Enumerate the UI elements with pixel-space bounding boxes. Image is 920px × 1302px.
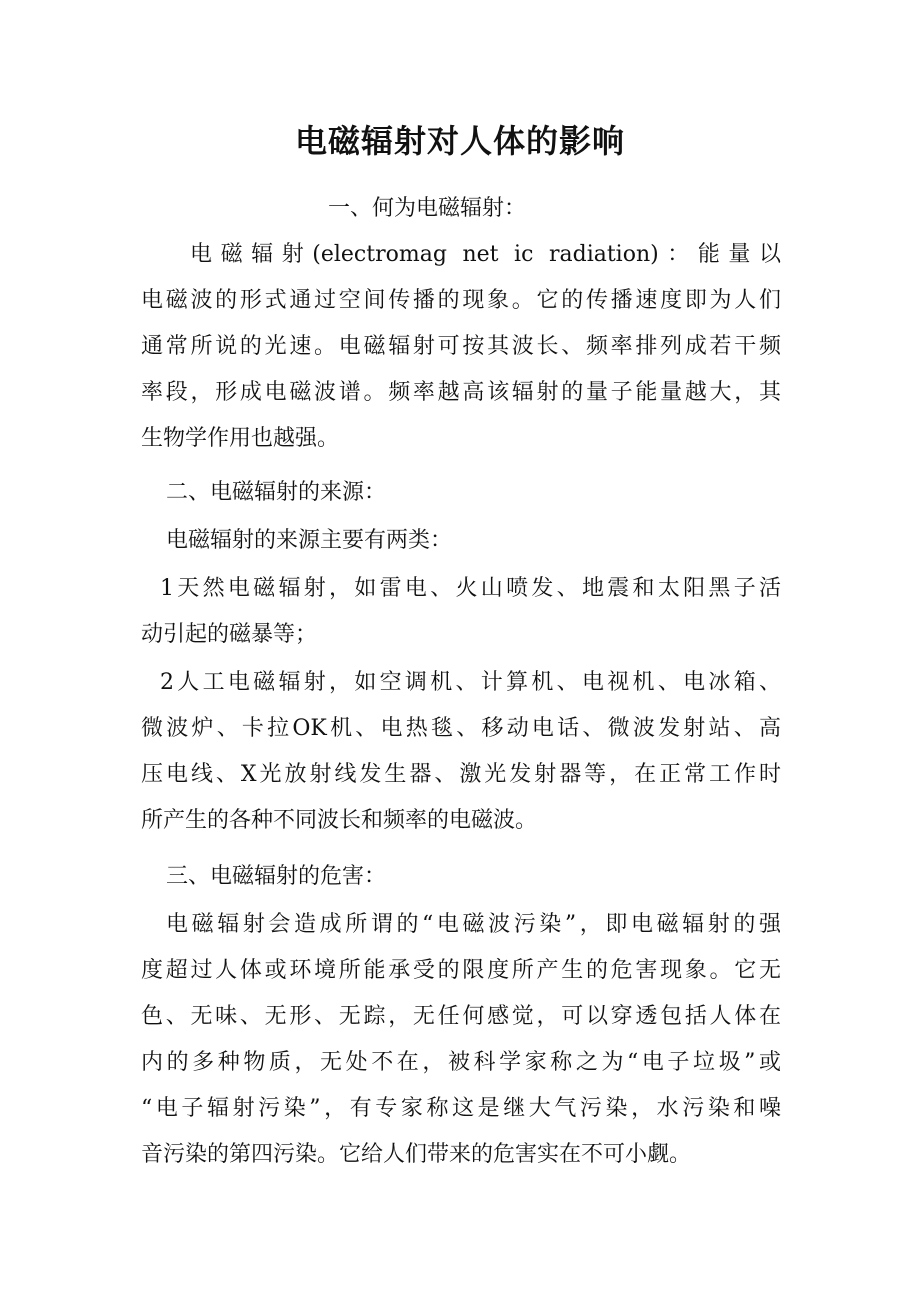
paragraph-line: 音污染的第四污染。它给人们带来的危害实在不可小觑。	[141, 1142, 692, 1167]
list-item-line: 微波炉、卡拉OK机、电热毯、移动电话、微波发射站、高	[141, 716, 781, 741]
paragraph-line: 生物学作用也越强。	[141, 426, 340, 451]
paragraph-line: 度超过人体或环境所能承受的限度所产生的危害现象。它无	[141, 958, 781, 983]
paragraph-line: 色、无味、无形、无踪，无任何感觉，可以穿透包括人体在	[141, 1004, 781, 1029]
document-title: 电磁辐射对人体的影响	[294, 122, 625, 160]
list-item-line: 动引起的磁暴等；	[141, 622, 318, 647]
list-item-line: 压电线、X光放射线发生器、激光发射器等，在正常工作时	[141, 762, 781, 787]
paragraph-line: 内的多种物质，无处不在，被科学家称之为“电子垃圾”或	[141, 1050, 781, 1075]
list-item-line: 1天然电磁辐射，如雷电、火山喷发、地震和太阳黑子活	[160, 576, 781, 601]
section-heading-3: 三、电磁辐射的危害：	[166, 864, 387, 889]
paragraph-line: 电磁辐射会造成所谓的“电磁波污染”，即电磁辐射的强	[166, 912, 781, 937]
list-item-line: 2人工电磁辐射，如空调机、计算机、电视机、电冰箱、	[160, 670, 781, 695]
paragraph-line: 率段，形成电磁波谱。频率越高该辐射的量子能量越大，其	[141, 380, 781, 405]
paragraph-line: 电磁波的形式通过空间传播的现象。它的传播速度即为人们	[141, 288, 781, 313]
section-heading-1: 一、何为电磁辐射：	[328, 196, 527, 221]
paragraph-line: 通常所说的光速。电磁辐射可按其波长、频率排列成若干频	[141, 334, 781, 359]
list-item-line: 所产生的各种不同波长和频率的电磁波。	[141, 808, 538, 833]
section-heading-2: 二、电磁辐射的来源：	[166, 480, 387, 505]
paragraph-line: 电磁辐射(electromag net ic radiation)：能量以	[190, 242, 781, 267]
paragraph-line: “电子辐射污染”，有专家称这是继大气污染，水污染和噪	[141, 1096, 781, 1121]
paragraph-line: 电磁辐射的来源主要有两类：	[166, 528, 453, 553]
